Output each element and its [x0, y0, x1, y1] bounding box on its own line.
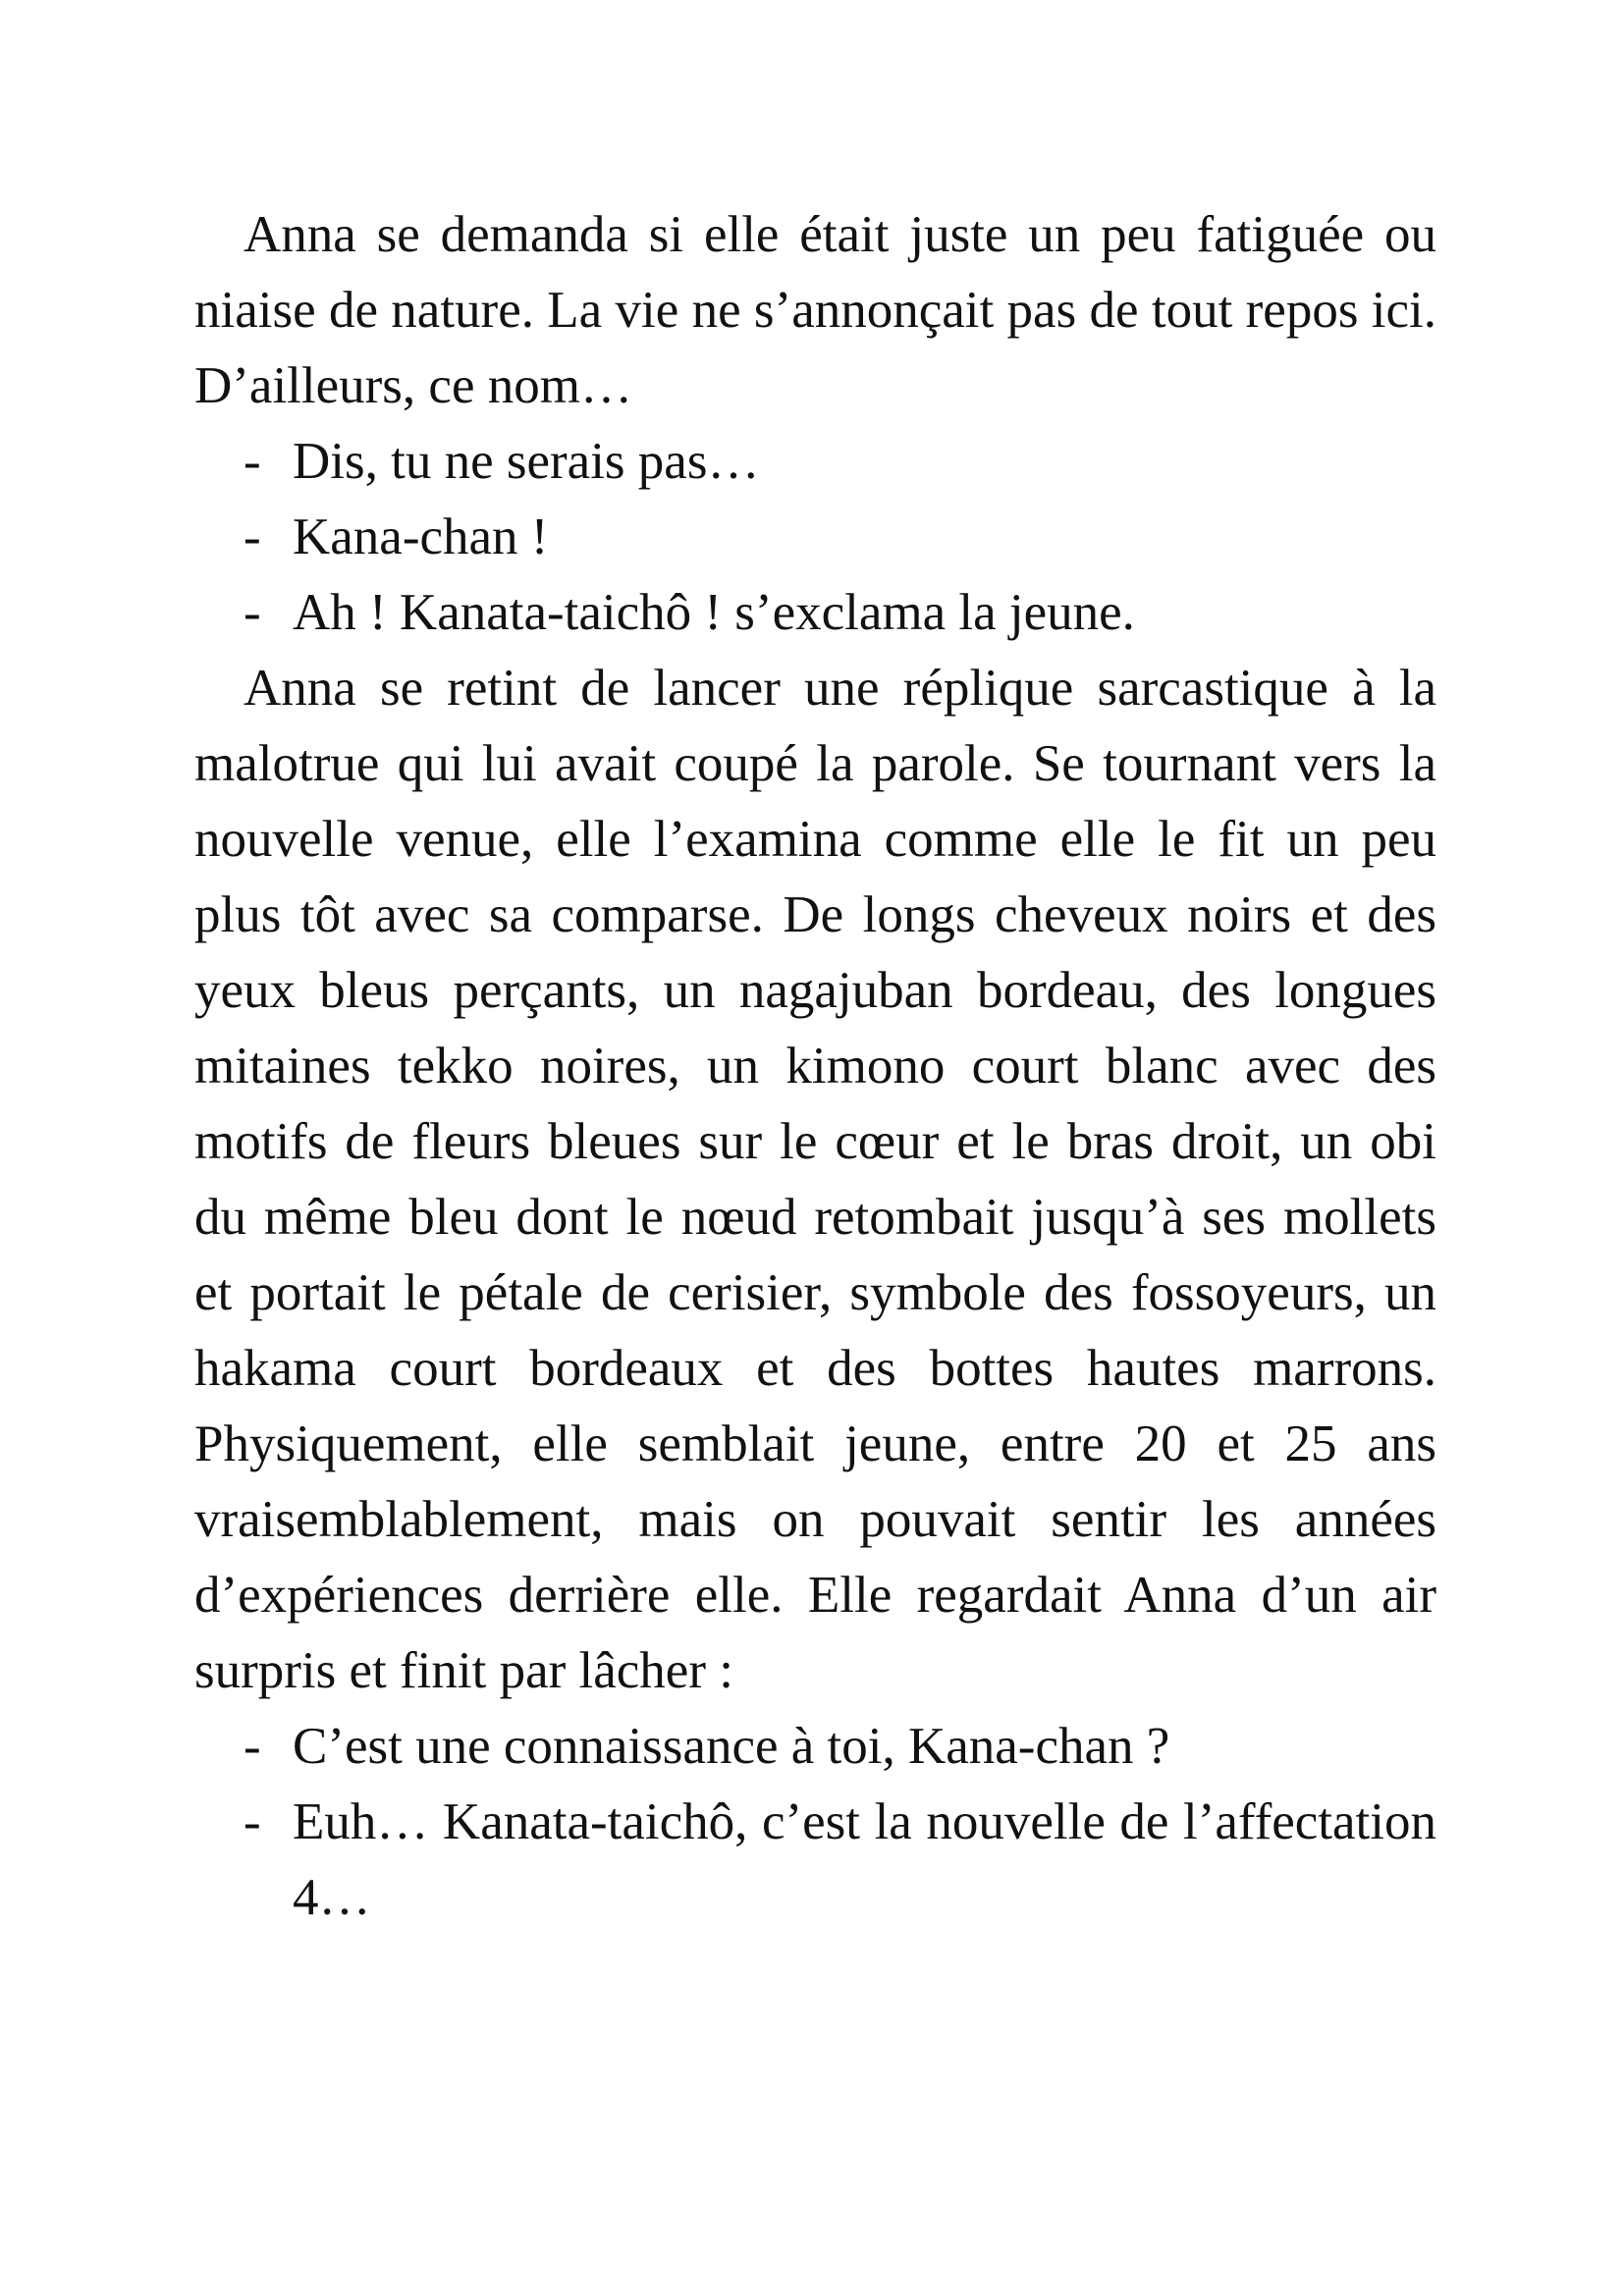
dialogue-line	[194, 1785, 1436, 1936]
dialogue-text: Dis, tu ne serais pas…	[293, 433, 760, 490]
dialogue-text: Kana-chan !	[293, 508, 549, 565]
paragraph-description: Anna se retint de lancer une réplique sarcastique à la malotrue qui lui avait coupé la parole. Se tournant vers la nouvelle venue, elle l’examina comme elle le fit un peu plus tôt avec sa comparse. De longs cheveux noirs et des yeux bleus perçants, un nagajuban bordeau, des longues mitaines tekko noires, un kimono court blanc avec des motifs de fleurs bleues sur le cœur et le bras droit, un obi du même bleu dont le nœud retombait jusqu’à ses mollets et portait le pétale de cerisier, symbole des fossoyeurs, un hakama court bordeaux et des bottes hautes marrons. Physiquement, elle semblait jeune, entre 20 et 25 ans vraisemblablement, mais on pouvait sentir les années d’expériences derrière elle. Elle regardait Anna d’un air surpris et finit par lâcher :	[194, 660, 1436, 1699]
dialogue-text: Euh… Kanata-taichô, c’est la nouvelle de l’affectation 4…	[293, 1793, 1436, 1926]
dialogue-text: C’est une connaissance à toi, Kana-chan ?	[293, 1718, 1170, 1775]
page-text	[194, 197, 1436, 1936]
paragraph-anna-wonders: Anna se demanda si elle était juste un peu fatiguée ou niaise de nature. La vie ne s’annonçait pas de tout repos ici. D’ailleurs, ce nom…	[194, 206, 1436, 414]
dialogue-dash: -	[244, 1793, 261, 1850]
dialogue-line	[194, 424, 1436, 500]
dialogue-line	[194, 1709, 1436, 1785]
dialogue-line	[194, 575, 1436, 651]
dialogue-line	[194, 500, 1436, 575]
dialogue-text: Ah ! Kanata-taichô ! s’exclama la jeune.	[293, 584, 1135, 641]
dialogue-dash: -	[244, 1718, 261, 1775]
dialogue-dash: -	[244, 508, 261, 565]
dialogue-dash: -	[244, 433, 261, 490]
dialogue-dash: -	[244, 584, 261, 641]
